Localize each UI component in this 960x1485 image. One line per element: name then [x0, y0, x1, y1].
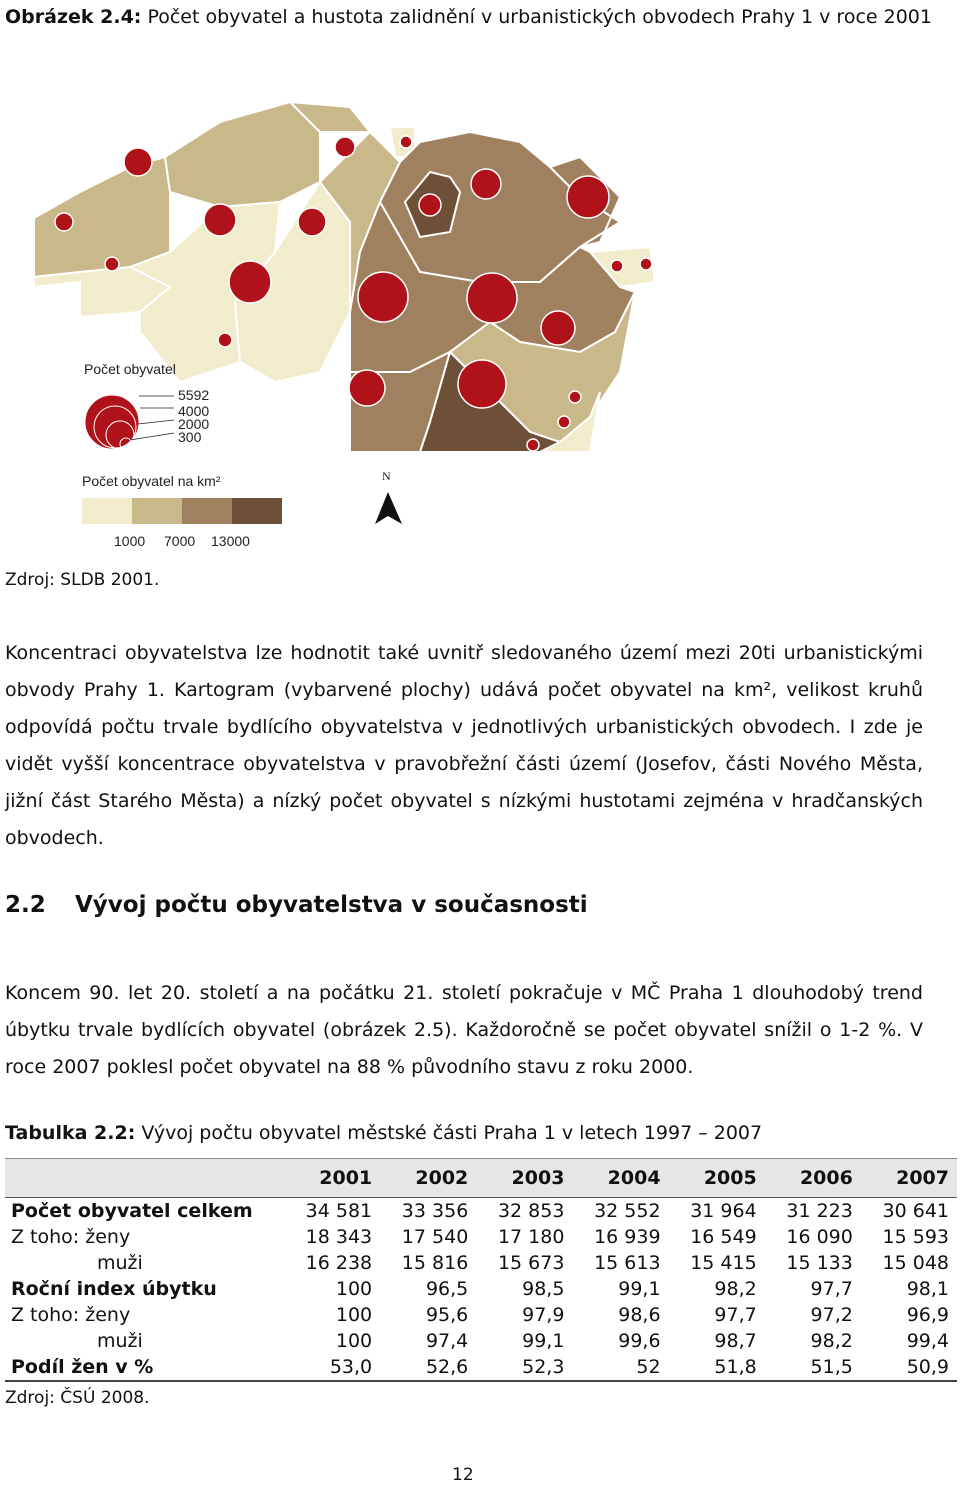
table-cell: 15 673: [497, 1252, 565, 1274]
table-cell: 98,2: [810, 1330, 853, 1352]
table-cell: 100: [335, 1278, 373, 1300]
table-cell: 30 641: [882, 1200, 949, 1222]
table-cell: 17 180: [497, 1226, 565, 1248]
table-cell: 99,1: [522, 1330, 565, 1352]
table-row-label: Roční index úbytku: [11, 1278, 217, 1300]
table-cell: 52,6: [425, 1356, 469, 1378]
table-row: [5, 1354, 957, 1381]
table-row-label: muži: [97, 1252, 143, 1274]
population-legend-value: 300: [178, 429, 202, 445]
population-circle: [527, 439, 539, 451]
table-row-label: Počet obyvatel celkem: [11, 1200, 253, 1222]
table-cell: 16 238: [305, 1252, 373, 1274]
density-legend-tick: 7000: [164, 533, 196, 549]
section-number: 2.2: [5, 892, 46, 918]
table-cell: 97,7: [714, 1304, 757, 1326]
table-cell: 18 343: [305, 1226, 373, 1248]
population-circle: [229, 261, 271, 303]
table-row: [5, 1250, 957, 1276]
table-cell: 95,6: [425, 1304, 469, 1326]
table-cell: 31 223: [786, 1200, 853, 1222]
population-legend-value: 5592: [178, 387, 210, 403]
table-header-year: 2002: [380, 1159, 476, 1198]
table-header-blank: [5, 1159, 284, 1198]
figure-caption: [5, 4, 935, 31]
population-map: [20, 72, 680, 562]
population-circle: [458, 360, 506, 408]
table-cell: 53,0: [329, 1356, 373, 1378]
table-cell: 16 939: [594, 1226, 661, 1248]
table-cell: 15 415: [690, 1252, 757, 1274]
population-circle: [569, 391, 581, 403]
density-legend-swatch: [82, 498, 132, 524]
table-header-year: 2005: [669, 1159, 765, 1198]
table-cell: 98,1: [906, 1278, 949, 1300]
figure-source: Zdroj: SLDB 2001.: [5, 570, 160, 590]
density-legend-tick: 13000: [211, 533, 250, 549]
table-header-year: 2004: [572, 1159, 668, 1198]
table-row-label: Z toho: ženy: [11, 1226, 131, 1248]
table-caption: [5, 1122, 762, 1144]
table-header-year: 2006: [765, 1159, 861, 1198]
population-circle: [471, 169, 501, 199]
table-cell: 99,4: [906, 1330, 949, 1352]
population-circle: [541, 311, 575, 345]
table-cell: 15 613: [594, 1252, 661, 1274]
table-cell: 98,5: [522, 1278, 565, 1300]
table-cell: 97,9: [522, 1304, 565, 1326]
density-legend-swatch: [132, 498, 182, 524]
table-cell: 50,9: [906, 1356, 949, 1378]
table-cell: 97,2: [810, 1304, 853, 1326]
paragraph: Koncentraci obyvatelstva lze hodnotit také uvnitř sledovaného území mezi 20ti urbanistickými obvody Prahy 1. Kartogram (vybarvené plochy) udává počet obyvatel na km², velikost kruhů odpovídá počtu trvale bydlícího obyvatelstva v jednotlivých urbanistických obvodech. I zde je vidět vyšší koncentrace obyvatelstva v pravobřežní části území (Josefov, části Nového Města, jižní část Starého Města) a nízký počet obyvatel s nízkými hustotami zejména v hradčanských obvodech.: [5, 642, 923, 849]
table-cell: 34 581: [305, 1200, 373, 1222]
population-circle: [611, 260, 623, 272]
table-cell: 17 540: [401, 1226, 469, 1248]
table-cell: 32 552: [594, 1200, 661, 1222]
table-cell: 96,5: [425, 1278, 469, 1300]
table-cell: 99,1: [618, 1278, 661, 1300]
density-legend-swatch: [232, 498, 282, 524]
table-cell: 98,7: [714, 1330, 757, 1352]
table-source: Zdroj: ČSÚ 2008.: [5, 1388, 150, 1408]
page-number: 12: [452, 1465, 474, 1485]
population-circle: [298, 208, 326, 236]
table-cell: 15 048: [882, 1252, 949, 1274]
density-legend-tick: 1000: [114, 533, 146, 549]
population-circle: [558, 416, 570, 428]
density-legend: [82, 473, 282, 549]
population-circle: [105, 257, 119, 271]
table-row: [5, 1198, 957, 1225]
population-circle: [218, 333, 232, 347]
population-circle: [204, 204, 236, 236]
table-header-year: 2003: [476, 1159, 572, 1198]
table-cell: 100: [335, 1330, 373, 1352]
section-title: Vývoj počtu obyvatelstva v současnosti: [75, 892, 588, 918]
table-cell: 15 133: [786, 1252, 853, 1274]
population-circle: [349, 370, 385, 406]
table-cell: 52,3: [522, 1356, 565, 1378]
north-label: N: [382, 469, 391, 483]
table-cell: 98,2: [714, 1278, 757, 1300]
table-cell: 100: [335, 1304, 373, 1326]
table-cell: 32 853: [497, 1200, 565, 1222]
table-row: [5, 1224, 957, 1250]
population-circle: [419, 194, 441, 216]
table-cell: 51,5: [810, 1356, 853, 1378]
table-cell: 99,6: [618, 1330, 661, 1352]
population-legend-value: 4000: [178, 403, 210, 419]
density-legend-title: Počet obyvatel na km²: [82, 473, 221, 489]
table-cell: 97,4: [425, 1330, 469, 1352]
table-cell: 51,8: [714, 1356, 757, 1378]
population-circle: [358, 272, 408, 322]
density-legend-swatch: [182, 498, 232, 524]
figure-caption-text: Počet obyvatel a hustota zalidnění v urbanistických obvodech Prahy 1 v roce 2001: [141, 6, 932, 28]
population-circle: [467, 273, 517, 323]
table-cell: 15 816: [401, 1252, 469, 1274]
table-cell: 98,6: [618, 1304, 661, 1326]
figure-caption-label: Obrázek 2.4:: [5, 6, 142, 28]
population-circle: [335, 137, 355, 157]
table-cell: 16 090: [786, 1226, 853, 1248]
table-row: [5, 1276, 957, 1302]
population-legend-value: 2000: [178, 416, 210, 432]
table-row-label: Podíl žen v %: [11, 1356, 154, 1378]
table-row: [5, 1328, 957, 1354]
table-cell: 15 593: [882, 1226, 949, 1248]
section-heading: [5, 892, 588, 918]
table-cell: 16 549: [690, 1226, 757, 1248]
population-table: [5, 1158, 957, 1382]
table-header-year: 2001: [284, 1159, 380, 1198]
table-cell: 33 356: [401, 1200, 469, 1222]
table-header-row: [5, 1159, 957, 1198]
table-row: [5, 1302, 957, 1328]
population-circle: [640, 258, 652, 270]
district-hradcany-north: [165, 102, 320, 207]
table-cell: 52: [636, 1356, 661, 1378]
table-cell: 96,9: [906, 1304, 949, 1326]
table-row-label: Z toho: ženy: [11, 1304, 131, 1326]
population-circle: [400, 136, 412, 148]
paragraph: Koncem 90. let 20. století a na počátku 21. století pokračuje v MČ Praha 1 dlouhodobý trend úbytku trvale bydlících obyvatel (obrázek 2.5). Každoročně se počet obyvatel snížil o 1-2 %. V roce 2007 poklesl počet obyvatel na 88 % původního stavu z roku 2000.: [5, 982, 923, 1078]
table-caption-text: Vývoj počtu obyvatel městské části Praha 1 v letech 1997 – 2007: [135, 1122, 763, 1144]
north-arrow-icon: [375, 469, 402, 524]
population-circle: [567, 176, 609, 218]
population-legend-title: Počet obyvatel: [84, 361, 176, 377]
table-cell: 97,7: [810, 1278, 853, 1300]
table-row-label: muži: [97, 1330, 143, 1352]
population-circle: [124, 148, 152, 176]
population-circle: [55, 213, 73, 231]
table-cell: 31 964: [690, 1200, 757, 1222]
table-caption-label: Tabulka 2.2:: [5, 1122, 136, 1144]
table-header-year: 2007: [861, 1159, 957, 1198]
